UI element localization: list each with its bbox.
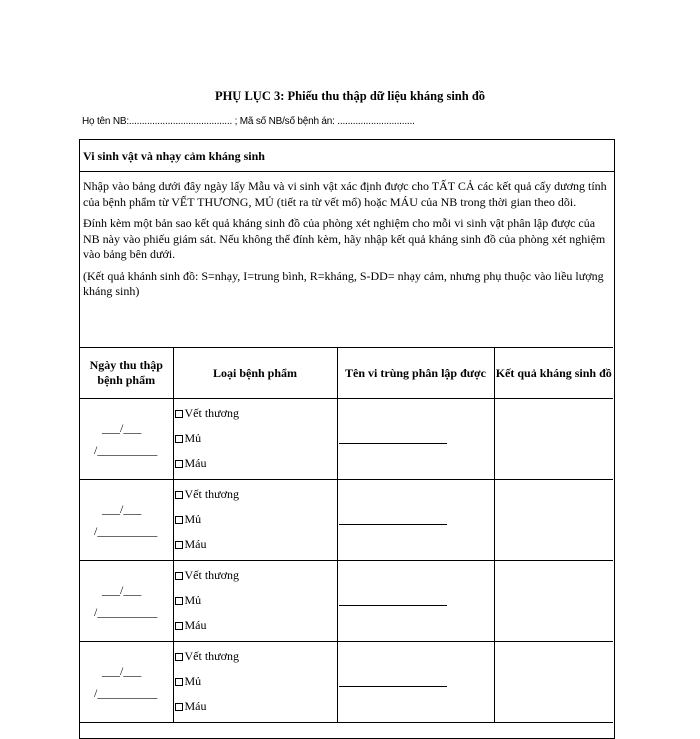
checkbox-icon[interactable] [175,572,183,580]
specimen-option-label: Mủ [184,593,202,607]
specimen-cell [173,480,337,561]
specimen-option-label: Vết thương [184,406,240,420]
organism-blank-line[interactable] [339,686,447,687]
checkbox-icon[interactable] [175,491,183,499]
organism-cell[interactable] [337,399,494,480]
specimen-option-label: Mủ [184,431,202,445]
specimen-cell [173,561,337,642]
date-cell[interactable] [80,642,173,723]
date-blank-day-month[interactable]: ___/___ [102,502,142,516]
specimen-option-label: Vết thương [184,487,240,501]
result-cell[interactable] [494,642,613,723]
checkbox-icon[interactable] [175,460,183,468]
specimen-option[interactable] [175,593,202,608]
form-box [79,139,615,739]
specimen-cell [173,642,337,723]
result-cell[interactable] [494,561,613,642]
specimen-option[interactable] [175,568,240,583]
organism-blank-line[interactable] [339,605,447,606]
specimen-option[interactable] [175,456,207,471]
checkbox-icon[interactable] [175,622,183,630]
table-row [80,642,613,723]
instruction-paragraph-1: Nhập vào bảng dưới đây ngày lấy Mẫu và vi sinh vật xác định được cho TẤT CẢ các kết quả cấy dương tính của bệnh phẩm từ VẾT THƯƠNG, MỦ (tiết ra từ vết mổ) hoặc MÁU của NB trong thời gian theo dõi. [83,179,607,209]
date-blank-day-month[interactable]: ___/___ [102,421,142,435]
date-cell[interactable] [80,480,173,561]
specimen-option-label: Mủ [184,674,202,688]
specimen-option-label: Máu [184,456,207,470]
header-organism-name: Tên vi trùng phân lập được [337,348,494,399]
checkbox-icon[interactable] [175,410,183,418]
instruction-paragraph-3: (Kết quả khánh sinh đồ: S=nhạy, I=trung bình, R=kháng, S-DD= nhạy cảm, nhưng phụ thuộc vào liều lượng kháng sinh) [83,268,604,298]
specimen-option[interactable] [175,406,240,421]
organism-cell[interactable] [337,642,494,723]
patient-info-line: Họ tên NB:........................................ ; Mã số NB/số bệnh án: .............................. [82,116,415,127]
organism-blank-line[interactable] [339,524,447,525]
specimen-option[interactable] [175,487,240,502]
specimen-option[interactable] [175,618,207,633]
table-row [80,399,613,480]
checkbox-icon[interactable] [175,597,183,605]
header-specimen-type: Loại bệnh phẩm [173,348,337,399]
date-blank-year[interactable]: /__________ [94,605,158,619]
organism-cell[interactable] [337,480,494,561]
checkbox-icon[interactable] [175,435,183,443]
date-cell[interactable] [80,561,173,642]
result-cell[interactable] [494,480,613,561]
specimen-option[interactable] [175,537,207,552]
date-blank-year[interactable]: /__________ [94,686,158,700]
specimen-option[interactable] [175,431,202,446]
specimen-option[interactable] [175,649,240,664]
organism-blank-line[interactable] [339,443,447,444]
checkbox-icon[interactable] [175,678,183,686]
checkbox-icon[interactable] [175,653,183,661]
specimen-option-label: Máu [184,699,207,713]
antibiogram-table [80,347,613,723]
organism-cell[interactable] [337,561,494,642]
specimen-option-label: Vết thương [184,568,240,582]
section-heading: Vi sinh vật và nhạy cảm kháng sinh [80,140,614,172]
checkbox-icon[interactable] [175,703,183,711]
header-antibiogram-result: Kết quả kháng sinh đồ [494,348,613,399]
specimen-option-label: Mủ [184,512,202,526]
table-row [80,480,613,561]
date-blank-day-month[interactable]: ___/___ [102,583,142,597]
date-blank-day-month[interactable]: ___/___ [102,664,142,678]
header-collection-date: Ngày thu thập bệnh phẩm [80,348,173,399]
date-cell[interactable] [80,399,173,480]
specimen-option-label: Máu [184,618,207,632]
specimen-option[interactable] [175,674,202,689]
table-row [80,561,613,642]
specimen-cell [173,399,337,480]
result-cell[interactable] [494,399,613,480]
date-blank-year[interactable]: /__________ [94,524,158,538]
instructions [83,179,613,306]
instruction-paragraph-2: Đính kèm một bản sao kết quả kháng sinh đồ của phòng xét nghiệm cho mỗi vi sinh vật phân lập được của NB này vào phiếu giám sát. Nếu không thể đính kèm, hãy nhập kết quả kháng sinh đồ của phòng xét nghiệm vào bảng bên dưới. [83,216,606,261]
specimen-option[interactable] [175,512,202,527]
specimen-option-label: Vết thương [184,649,240,663]
page-title: PHỤ LỤC 3: Phiếu thu thập dữ liệu kháng sinh đồ [214,89,486,103]
specimen-option[interactable] [175,699,207,714]
checkbox-icon[interactable] [175,541,183,549]
date-blank-year[interactable]: /__________ [94,443,158,457]
specimen-option-label: Máu [184,537,207,551]
checkbox-icon[interactable] [175,516,183,524]
